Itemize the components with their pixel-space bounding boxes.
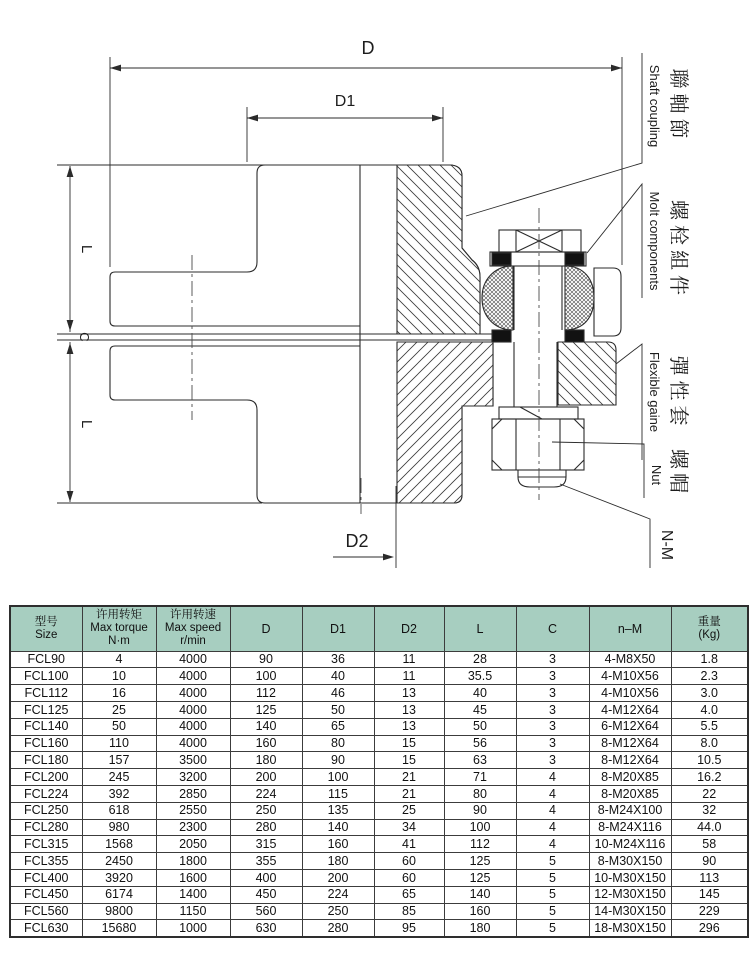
table-row xyxy=(10,870,748,887)
table-cell: 145 xyxy=(671,886,748,903)
leader-flexible-sleeve xyxy=(616,344,642,460)
table-cell: 560 xyxy=(230,903,302,920)
table-cell: 1800 xyxy=(156,853,230,870)
table-cell: FCL400 xyxy=(10,870,82,887)
table-cell: 980 xyxy=(82,819,156,836)
table-cell: 224 xyxy=(230,786,302,803)
table-cell: 3 xyxy=(516,685,589,702)
table-cell: 630 xyxy=(230,920,302,937)
right-coupling-rim xyxy=(594,268,621,336)
upper-flange-hatch xyxy=(397,165,480,334)
table-cell: 125 xyxy=(444,853,516,870)
table-cell: 60 xyxy=(374,853,444,870)
table-cell: 22 xyxy=(671,786,748,803)
dim-d1-label: D1 xyxy=(334,93,356,110)
table-cell: 5 xyxy=(516,870,589,887)
bolt-tip xyxy=(518,470,566,487)
table-cell: 3 xyxy=(516,735,589,752)
table-cell: 18-M30X150 xyxy=(589,920,671,937)
table-cell: FCL200 xyxy=(10,769,82,786)
table-cell: 135 xyxy=(302,802,374,819)
table-row xyxy=(10,769,748,786)
table-cell: 2.3 xyxy=(671,668,748,685)
table-cell: 80 xyxy=(302,735,374,752)
table-cell: 180 xyxy=(230,752,302,769)
table-cell: 160 xyxy=(230,735,302,752)
dim-d-label: D xyxy=(361,38,375,58)
table-cell: 100 xyxy=(230,668,302,685)
col-header-c: C xyxy=(516,606,589,651)
table-cell: 16 xyxy=(82,685,156,702)
table-cell: FCL125 xyxy=(10,702,82,719)
table-cell: 2850 xyxy=(156,786,230,803)
table-cell: FCL180 xyxy=(10,752,82,769)
table-cell: FCL450 xyxy=(10,886,82,903)
table-row xyxy=(10,651,748,668)
table-cell: 1400 xyxy=(156,886,230,903)
callout-nut-en: Nut xyxy=(649,464,664,486)
table-cell: 200 xyxy=(302,870,374,887)
table-cell: 1000 xyxy=(156,920,230,937)
table-cell: 250 xyxy=(302,903,374,920)
table-cell: 8-M30X150 xyxy=(589,853,671,870)
callout-bolt-components-en: Molt components xyxy=(647,191,662,291)
table-cell: 10 xyxy=(82,668,156,685)
table-row xyxy=(10,853,748,870)
table-cell: 355 xyxy=(230,853,302,870)
table-cell: FCL560 xyxy=(10,903,82,920)
table-cell: FCL160 xyxy=(10,735,82,752)
table-cell: FCL315 xyxy=(10,836,82,853)
table-cell: 115 xyxy=(302,786,374,803)
table-cell: 4000 xyxy=(156,651,230,668)
table-cell: 5 xyxy=(516,903,589,920)
table-cell: 41 xyxy=(374,836,444,853)
table-cell: 63 xyxy=(444,752,516,769)
table-cell: 12-M30X150 xyxy=(589,886,671,903)
table-cell: 125 xyxy=(444,870,516,887)
nut xyxy=(492,419,584,470)
table-cell: 2300 xyxy=(156,819,230,836)
table-row xyxy=(10,668,748,685)
table-cell: 58 xyxy=(671,836,748,853)
table-cell: 8-M12X64 xyxy=(589,735,671,752)
table-cell: 157 xyxy=(82,752,156,769)
table-cell: 50 xyxy=(82,718,156,735)
table-cell: 250 xyxy=(230,802,302,819)
col-header-d2: D2 xyxy=(374,606,444,651)
table-cell: 8-M24X100 xyxy=(589,802,671,819)
col-header-l: L xyxy=(444,606,516,651)
table-cell: 140 xyxy=(302,819,374,836)
table-cell: 3 xyxy=(516,668,589,685)
table-cell: FCL280 xyxy=(10,819,82,836)
table-cell: 13 xyxy=(374,685,444,702)
nut-chamfers xyxy=(492,419,584,470)
dim-l-upper-label: L xyxy=(78,244,95,254)
table-cell: 3500 xyxy=(156,752,230,769)
seal-top-left xyxy=(492,253,511,265)
table-cell: 4000 xyxy=(156,718,230,735)
table-cell: 1600 xyxy=(156,870,230,887)
table-cell: 1.8 xyxy=(671,651,748,668)
table-cell: 13 xyxy=(374,718,444,735)
table-cell: 34 xyxy=(374,819,444,836)
table-cell: 3920 xyxy=(82,870,156,887)
table-cell: 4-M12X64 xyxy=(589,702,671,719)
table-cell: 4000 xyxy=(156,702,230,719)
table-cell: 95 xyxy=(374,920,444,937)
table-cell: 3.0 xyxy=(671,685,748,702)
table-cell: 90 xyxy=(444,802,516,819)
flexible-sleeve-right xyxy=(565,266,594,330)
table-cell: 2450 xyxy=(82,853,156,870)
table-cell: 112 xyxy=(230,685,302,702)
table-cell: 224 xyxy=(302,886,374,903)
table-cell: 200 xyxy=(230,769,302,786)
table-cell: 392 xyxy=(82,786,156,803)
callout-labels xyxy=(647,65,690,560)
table-cell: 10.5 xyxy=(671,752,748,769)
table-cell: 3 xyxy=(516,702,589,719)
table-cell: 15680 xyxy=(82,920,156,937)
table-row xyxy=(10,903,748,920)
table-cell: 10-M30X150 xyxy=(589,870,671,887)
table-cell: 400 xyxy=(230,870,302,887)
table-cell: 5 xyxy=(516,853,589,870)
table-cell: FCL140 xyxy=(10,718,82,735)
table-cell: 8-M12X64 xyxy=(589,752,671,769)
callout-flexible-sleeve-en: Flexible gaine xyxy=(647,351,662,433)
table-cell: FCL224 xyxy=(10,786,82,803)
table-row xyxy=(10,786,748,803)
leader-n-m xyxy=(560,484,650,568)
col-header-nm: n–M xyxy=(589,606,671,651)
callout-flexible-sleeve-zh: 彈性套 xyxy=(667,355,689,431)
table-row xyxy=(10,702,748,719)
table-cell: 4-M8X50 xyxy=(589,651,671,668)
upper-hub-left-face xyxy=(110,272,360,326)
table-row xyxy=(10,819,748,836)
table-row xyxy=(10,920,748,937)
seal-bottom-left xyxy=(492,330,511,342)
table-cell: 8-M20X85 xyxy=(589,786,671,803)
lower-flange-hatch xyxy=(397,342,493,503)
table-cell: 35.5 xyxy=(444,668,516,685)
lower-hub-left-face xyxy=(110,346,360,400)
table-cell: 5 xyxy=(516,886,589,903)
table-cell: 110 xyxy=(82,735,156,752)
table-cell: 90 xyxy=(302,752,374,769)
table-row xyxy=(10,735,748,752)
spec-table-header xyxy=(10,606,748,651)
table-cell: 46 xyxy=(302,685,374,702)
table-cell: 450 xyxy=(230,886,302,903)
table-cell: 15 xyxy=(374,735,444,752)
table-cell: 160 xyxy=(444,903,516,920)
table-cell: 44.0 xyxy=(671,819,748,836)
table-cell: 4-M10X56 xyxy=(589,685,671,702)
table-cell: 1568 xyxy=(82,836,156,853)
header-row xyxy=(10,606,748,651)
table-cell: 21 xyxy=(374,769,444,786)
table-cell: 9800 xyxy=(82,903,156,920)
right-flange-hatch xyxy=(558,342,616,405)
table-cell: 4 xyxy=(82,651,156,668)
table-cell: 6-M12X64 xyxy=(589,718,671,735)
dim-c-label: C xyxy=(77,332,92,342)
table-cell: 11 xyxy=(374,651,444,668)
table-cell: 280 xyxy=(230,819,302,836)
table-cell: 4000 xyxy=(156,685,230,702)
table-cell: 315 xyxy=(230,836,302,853)
table-cell: 50 xyxy=(302,702,374,719)
table-cell: 4.0 xyxy=(671,702,748,719)
table-cell: 50 xyxy=(444,718,516,735)
table-cell: 8.0 xyxy=(671,735,748,752)
table-cell: 10-M24X116 xyxy=(589,836,671,853)
table-cell: 90 xyxy=(230,651,302,668)
col-header-d1: D1 xyxy=(302,606,374,651)
table-cell: 40 xyxy=(444,685,516,702)
dim-d2-label: D2 xyxy=(345,531,369,551)
col-header-d: D xyxy=(230,606,302,651)
table-cell: 1150 xyxy=(156,903,230,920)
table-cell: 100 xyxy=(302,769,374,786)
table-cell: 112 xyxy=(444,836,516,853)
table-cell: 2550 xyxy=(156,802,230,819)
table-cell: 15 xyxy=(374,752,444,769)
table-cell: 4000 xyxy=(156,735,230,752)
table-cell: 65 xyxy=(302,718,374,735)
callout-nut-zh: 螺帽 xyxy=(667,449,689,497)
table-cell: 32 xyxy=(671,802,748,819)
table-cell: 3200 xyxy=(156,769,230,786)
table-cell: 3 xyxy=(516,718,589,735)
table-cell: 5 xyxy=(516,920,589,937)
table-cell: 60 xyxy=(374,870,444,887)
callout-bolt-components-zh: 螺栓組件 xyxy=(667,200,689,300)
table-cell: FCL250 xyxy=(10,802,82,819)
seal-top-right xyxy=(565,253,584,265)
table-cell: FCL630 xyxy=(10,920,82,937)
table-cell: FCL90 xyxy=(10,651,82,668)
col-header-speed: 许用转速 Max speed r/min xyxy=(156,606,230,651)
table-cell: 618 xyxy=(82,802,156,819)
table-cell: 2050 xyxy=(156,836,230,853)
table-cell: 113 xyxy=(671,870,748,887)
table-cell: 25 xyxy=(374,802,444,819)
table-cell: 180 xyxy=(302,853,374,870)
table-row xyxy=(10,752,748,769)
table-cell: 90 xyxy=(671,853,748,870)
col-header-torque: 许用转矩 Max torque N·m xyxy=(82,606,156,651)
spec-table-body xyxy=(10,651,748,937)
table-cell: 140 xyxy=(444,886,516,903)
col-header-weight: 重量 (Kg) xyxy=(671,606,748,651)
table-cell: 11 xyxy=(374,668,444,685)
table-row xyxy=(10,685,748,702)
dim-l-lower-label: L xyxy=(78,419,95,429)
table-cell: 40 xyxy=(302,668,374,685)
table-cell: 3 xyxy=(516,752,589,769)
table-cell: 45 xyxy=(444,702,516,719)
table-row xyxy=(10,802,748,819)
table-cell: 14-M30X150 xyxy=(589,903,671,920)
table-cell: 6174 xyxy=(82,886,156,903)
table-cell: 36 xyxy=(302,651,374,668)
table-cell: 4 xyxy=(516,836,589,853)
col-header-size: 型号 Size xyxy=(10,606,82,651)
table-cell: 4000 xyxy=(156,668,230,685)
table-cell: 4 xyxy=(516,786,589,803)
callout-n-m: N-M xyxy=(658,529,675,561)
table-cell: 160 xyxy=(302,836,374,853)
table-cell: 16.2 xyxy=(671,769,748,786)
table-row xyxy=(10,836,748,853)
table-cell: 8-M20X85 xyxy=(589,769,671,786)
table-cell: 4-M10X56 xyxy=(589,668,671,685)
leader-bolt-components xyxy=(587,184,642,298)
table-cell: 4 xyxy=(516,769,589,786)
table-cell: 4 xyxy=(516,802,589,819)
table-cell: 25 xyxy=(82,702,156,719)
dimension-labels xyxy=(77,38,375,551)
spec-table xyxy=(9,605,749,938)
table-cell: 229 xyxy=(671,903,748,920)
table-cell: 3 xyxy=(516,651,589,668)
table-cell: 5.5 xyxy=(671,718,748,735)
table-cell: FCL112 xyxy=(10,685,82,702)
leader-shaft-coupling xyxy=(466,53,642,216)
table-cell: 71 xyxy=(444,769,516,786)
seal-bottom-right xyxy=(565,330,584,342)
table-cell: FCL100 xyxy=(10,668,82,685)
table-row xyxy=(10,718,748,735)
table-cell: 80 xyxy=(444,786,516,803)
table-cell: 180 xyxy=(444,920,516,937)
callout-shaft-coupling-zh: 聯軸節 xyxy=(667,68,689,144)
table-cell: 85 xyxy=(374,903,444,920)
table-cell: 296 xyxy=(671,920,748,937)
table-cell: 4 xyxy=(516,819,589,836)
table-cell: 245 xyxy=(82,769,156,786)
table-cell: 280 xyxy=(302,920,374,937)
table-cell: FCL355 xyxy=(10,853,82,870)
flexible-sleeve-left xyxy=(482,266,513,330)
callout-shaft-coupling-en: Shaft coupling xyxy=(647,64,662,148)
table-cell: 125 xyxy=(230,702,302,719)
table-row xyxy=(10,886,748,903)
table-cell: 140 xyxy=(230,718,302,735)
table-cell: 56 xyxy=(444,735,516,752)
table-cell: 28 xyxy=(444,651,516,668)
table-cell: 8-M24X116 xyxy=(589,819,671,836)
table-cell: 21 xyxy=(374,786,444,803)
table-cell: 100 xyxy=(444,819,516,836)
table-cell: 65 xyxy=(374,886,444,903)
table-cell: 13 xyxy=(374,702,444,719)
